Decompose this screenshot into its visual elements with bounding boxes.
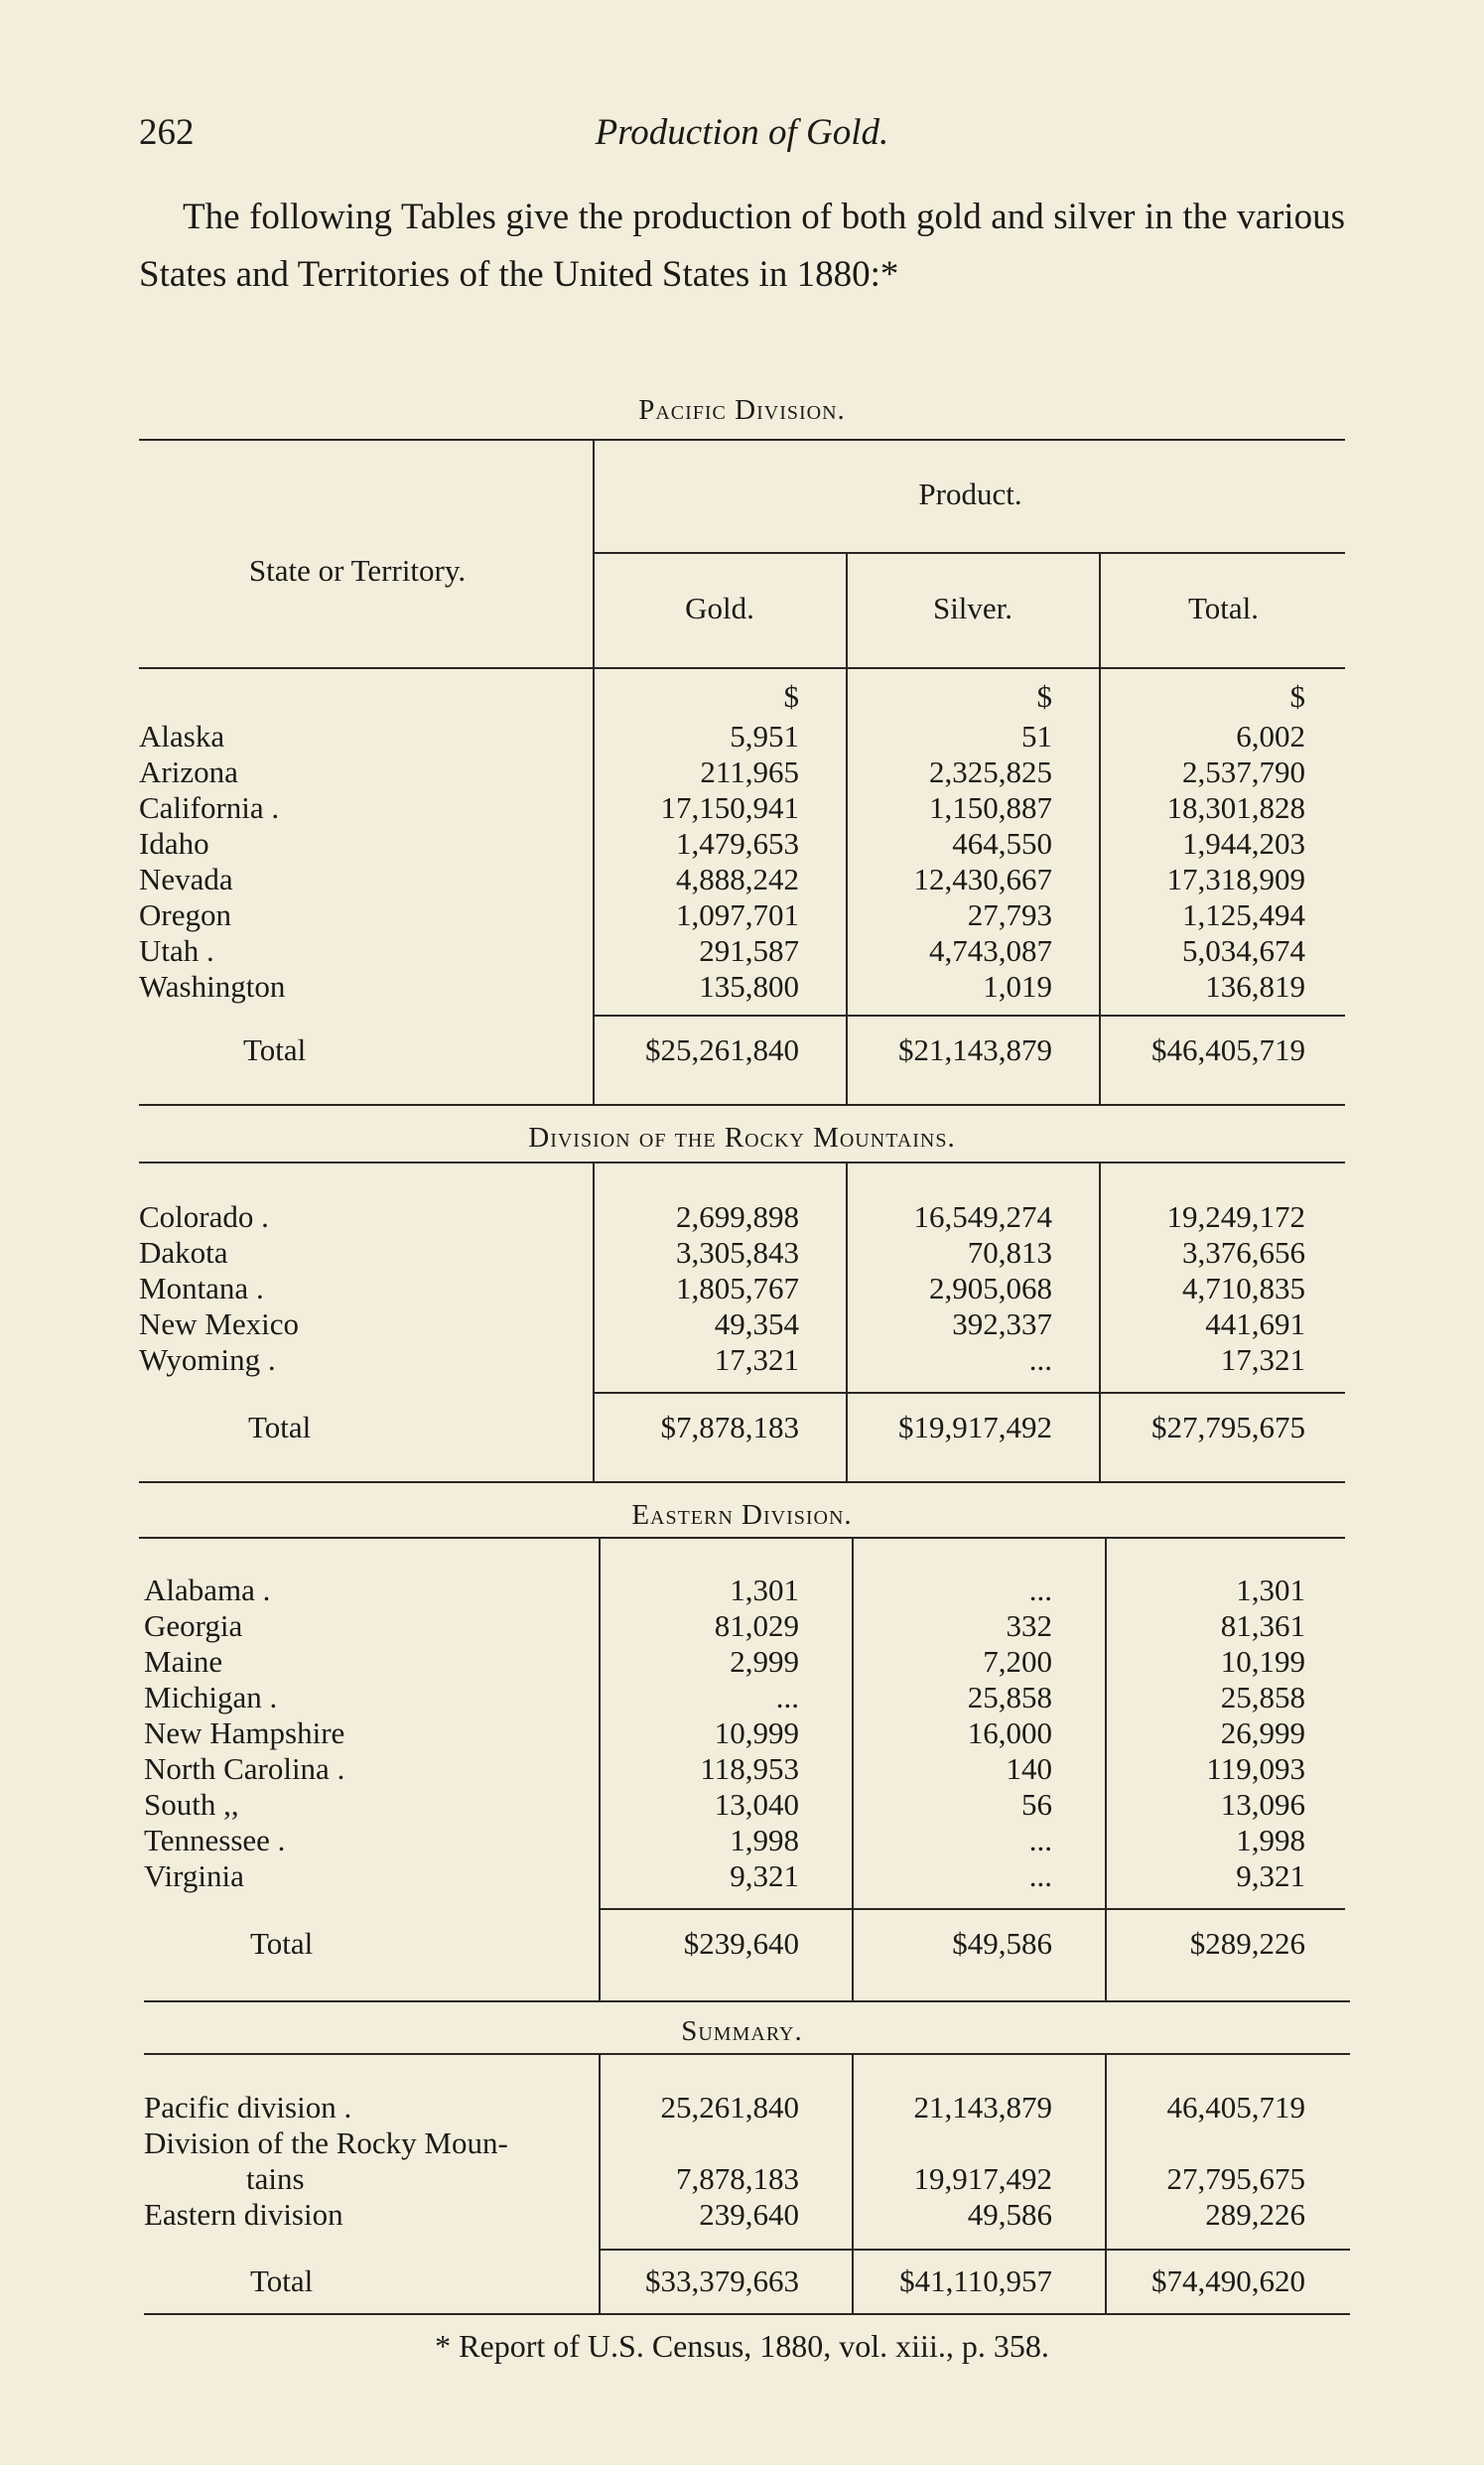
currency-mark: $ xyxy=(1036,679,1052,714)
gold-value: 7,878,183 xyxy=(676,2161,799,2196)
section-title-eastern: Eastern Division. xyxy=(631,1499,853,1531)
gold-value: 1,805,767 xyxy=(676,1271,799,1305)
currency-mark: $ xyxy=(783,679,799,714)
gold-value: 239,640 xyxy=(699,2197,799,2232)
total-value: 1,998 xyxy=(1236,1823,1305,1857)
gold-value: 17,150,941 xyxy=(660,790,799,825)
row-name: Virginia xyxy=(144,1858,244,1893)
grand-total: $27,795,675 xyxy=(1151,1410,1305,1444)
silver-value: 464,550 xyxy=(952,826,1052,861)
row-name: Alaska xyxy=(139,719,225,753)
gold-value: 135,800 xyxy=(699,969,799,1004)
table-rule xyxy=(139,1104,1345,1106)
row-name: Georgia xyxy=(144,1608,243,1643)
row-name: Idaho xyxy=(139,826,209,861)
gold-value: 118,953 xyxy=(700,1751,799,1786)
row-name: Arizona xyxy=(139,754,238,789)
currency-mark: $ xyxy=(1289,679,1305,714)
total-label: Total xyxy=(250,2263,314,2298)
gold-value: 1,301 xyxy=(730,1573,799,1607)
total-label: Total xyxy=(248,1410,312,1444)
row-name: Maine xyxy=(144,1644,223,1679)
row-name: South ,, xyxy=(144,1787,239,1822)
gold-value: 2,999 xyxy=(730,1644,799,1679)
row-name: California . xyxy=(139,790,280,825)
silver-value: 51 xyxy=(1021,719,1052,753)
grand-total: $74,490,620 xyxy=(1151,2263,1305,2298)
silver-value: 1,150,887 xyxy=(929,790,1052,825)
total-value: 4,710,835 xyxy=(1182,1271,1305,1305)
table-rule xyxy=(139,1481,1345,1483)
silver-value: 392,337 xyxy=(952,1306,1052,1341)
total-label: Total xyxy=(243,1032,307,1067)
gold-value: 1,998 xyxy=(730,1823,799,1857)
row-name: Division of the Rocky Moun- xyxy=(144,2125,508,2160)
grand-total: $289,226 xyxy=(1189,1926,1305,1961)
gold-value: 211,965 xyxy=(700,754,799,789)
total-value: 18,301,828 xyxy=(1166,790,1305,825)
column-rule xyxy=(1099,552,1101,671)
gold-value: 2,699,898 xyxy=(676,1199,799,1234)
section-title-rocky: Division of the Rocky Mountains. xyxy=(528,1122,956,1154)
row-name: Washington xyxy=(139,969,286,1004)
gold-value: 3,305,843 xyxy=(676,1235,799,1270)
silver-value: 4,743,087 xyxy=(929,933,1052,968)
state-header: State or Territory. xyxy=(248,553,467,588)
table-rule xyxy=(144,2053,1350,2055)
silver-value: ... xyxy=(1028,1573,1052,1607)
total-value: 1,944,203 xyxy=(1182,826,1305,861)
silver-header: Silver. xyxy=(932,591,1013,625)
table-rule xyxy=(593,1015,1345,1017)
row-name: Oregon xyxy=(139,897,231,932)
row-name: Alabama . xyxy=(144,1573,271,1607)
total-value: 1,125,494 xyxy=(1182,897,1305,932)
total-value: 81,361 xyxy=(1220,1608,1305,1643)
total-value: 136,819 xyxy=(1205,969,1305,1004)
table-rule xyxy=(599,1908,1345,1910)
gold-value: 17,321 xyxy=(714,1342,799,1377)
gold-header: Gold. xyxy=(685,591,754,625)
total-value: 441,691 xyxy=(1205,1306,1305,1341)
silver-value: 7,200 xyxy=(983,1644,1052,1679)
table-rule xyxy=(139,439,1345,441)
silver-value: ... xyxy=(1028,1823,1052,1857)
total-value: 10,199 xyxy=(1220,1644,1305,1679)
total-value: 9,321 xyxy=(1236,1858,1305,1893)
total-value: 26,999 xyxy=(1220,1715,1305,1750)
row-name: tains xyxy=(246,2161,305,2196)
gold-value: 13,040 xyxy=(714,1787,799,1822)
row-name: Utah . xyxy=(139,933,214,968)
total-header: Total. xyxy=(1187,591,1259,625)
row-name: Pacific division . xyxy=(144,2090,352,2124)
silver-value: 1,019 xyxy=(983,969,1052,1004)
silver-value: 332 xyxy=(1006,1608,1052,1643)
total-value: 119,093 xyxy=(1206,1751,1305,1786)
total-value: 13,096 xyxy=(1220,1787,1305,1822)
total-value: 17,318,909 xyxy=(1166,862,1305,896)
gold-value: 25,261,840 xyxy=(660,2090,799,2124)
table-rule xyxy=(599,2249,1350,2251)
silver-total: $21,143,879 xyxy=(898,1032,1052,1067)
gold-value: 81,029 xyxy=(714,1608,799,1643)
gold-value: 49,354 xyxy=(714,1306,799,1341)
row-name: North Carolina . xyxy=(144,1751,345,1786)
footnote: * Report of U.S. Census, 1880, vol. xiii., p. 358. xyxy=(435,2328,1049,2364)
row-name: New Hampshire xyxy=(144,1715,345,1750)
section-title-summary: Summary. xyxy=(681,2015,803,2047)
gold-total: $25,261,840 xyxy=(645,1032,799,1067)
total-value: 19,249,172 xyxy=(1166,1199,1305,1234)
gold-total: $33,379,663 xyxy=(645,2263,799,2298)
total-value: 5,034,674 xyxy=(1182,933,1305,968)
table-rule xyxy=(144,2000,1350,2002)
total-value: 3,376,656 xyxy=(1182,1235,1305,1270)
gold-value: 10,999 xyxy=(714,1715,799,1750)
silver-value: 2,325,825 xyxy=(929,754,1052,789)
page-number: 262 xyxy=(139,112,195,153)
silver-value: 21,143,879 xyxy=(913,2090,1052,2124)
row-name: Tennessee . xyxy=(144,1823,286,1857)
silver-value: 2,905,068 xyxy=(929,1271,1052,1305)
intro-paragraph: The following Tables give the production of both gold and silver in the various States and Territories of the United States in 1880:* xyxy=(139,197,1345,295)
gold-total: $239,640 xyxy=(683,1926,799,1961)
gold-value: ... xyxy=(775,1680,799,1714)
row-name: Colorado . xyxy=(139,1199,269,1234)
row-name: Wyoming . xyxy=(139,1342,276,1377)
total-value: 1,301 xyxy=(1236,1573,1305,1607)
silver-value: ... xyxy=(1028,1342,1052,1377)
row-name: Eastern division xyxy=(144,2197,343,2232)
section-title-pacific: Pacific Division. xyxy=(638,394,846,426)
silver-total: $19,917,492 xyxy=(898,1410,1052,1444)
total-value: 17,321 xyxy=(1220,1342,1305,1377)
row-name: Dakota xyxy=(139,1235,228,1270)
total-value: 25,858 xyxy=(1220,1680,1305,1714)
table-rule xyxy=(139,667,1345,669)
silver-value: 19,917,492 xyxy=(913,2161,1052,2196)
silver-value: 140 xyxy=(1006,1751,1052,1786)
total-label: Total xyxy=(250,1926,314,1961)
gold-total: $7,878,183 xyxy=(660,1410,799,1444)
gold-value: 9,321 xyxy=(730,1858,799,1893)
table-rule xyxy=(144,2313,1350,2315)
row-name: Nevada xyxy=(139,862,233,896)
silver-value: ... xyxy=(1028,1858,1052,1893)
total-value: 2,537,790 xyxy=(1182,754,1305,789)
column-rule xyxy=(846,552,848,671)
silver-value: 70,813 xyxy=(967,1235,1052,1270)
gold-value: 5,951 xyxy=(730,719,799,753)
gold-value: 4,888,242 xyxy=(676,862,799,896)
page-header xyxy=(139,111,1345,171)
table-rule xyxy=(139,1162,1345,1164)
silver-value: 16,549,274 xyxy=(913,1199,1052,1234)
total-value: 46,405,719 xyxy=(1166,2090,1305,2124)
table-rule xyxy=(139,1537,1345,1539)
table-rule xyxy=(593,1392,1345,1394)
row-name: New Mexico xyxy=(139,1306,299,1341)
gold-value: 1,097,701 xyxy=(676,897,799,932)
grand-total: $46,405,719 xyxy=(1151,1032,1305,1067)
total-value: 27,795,675 xyxy=(1166,2161,1305,2196)
silver-total: $49,586 xyxy=(952,1926,1052,1961)
silver-total: $41,110,957 xyxy=(899,2263,1052,2298)
silver-value: 25,858 xyxy=(967,1680,1052,1714)
row-name: Michigan . xyxy=(144,1680,278,1714)
silver-value: 16,000 xyxy=(967,1715,1052,1750)
silver-value: 56 xyxy=(1021,1787,1052,1822)
gold-value: 291,587 xyxy=(699,933,799,968)
silver-value: 49,586 xyxy=(967,2197,1052,2232)
total-value: 289,226 xyxy=(1205,2197,1305,2232)
silver-value: 27,793 xyxy=(967,897,1052,932)
silver-value: 12,430,667 xyxy=(913,862,1052,896)
running-title: Production of Gold. xyxy=(595,112,889,153)
gold-value: 1,479,653 xyxy=(676,826,799,861)
table-rule xyxy=(593,552,1345,554)
product-header: Product. xyxy=(918,477,1022,511)
row-name: Montana . xyxy=(139,1271,264,1305)
total-value: 6,002 xyxy=(1236,719,1305,753)
